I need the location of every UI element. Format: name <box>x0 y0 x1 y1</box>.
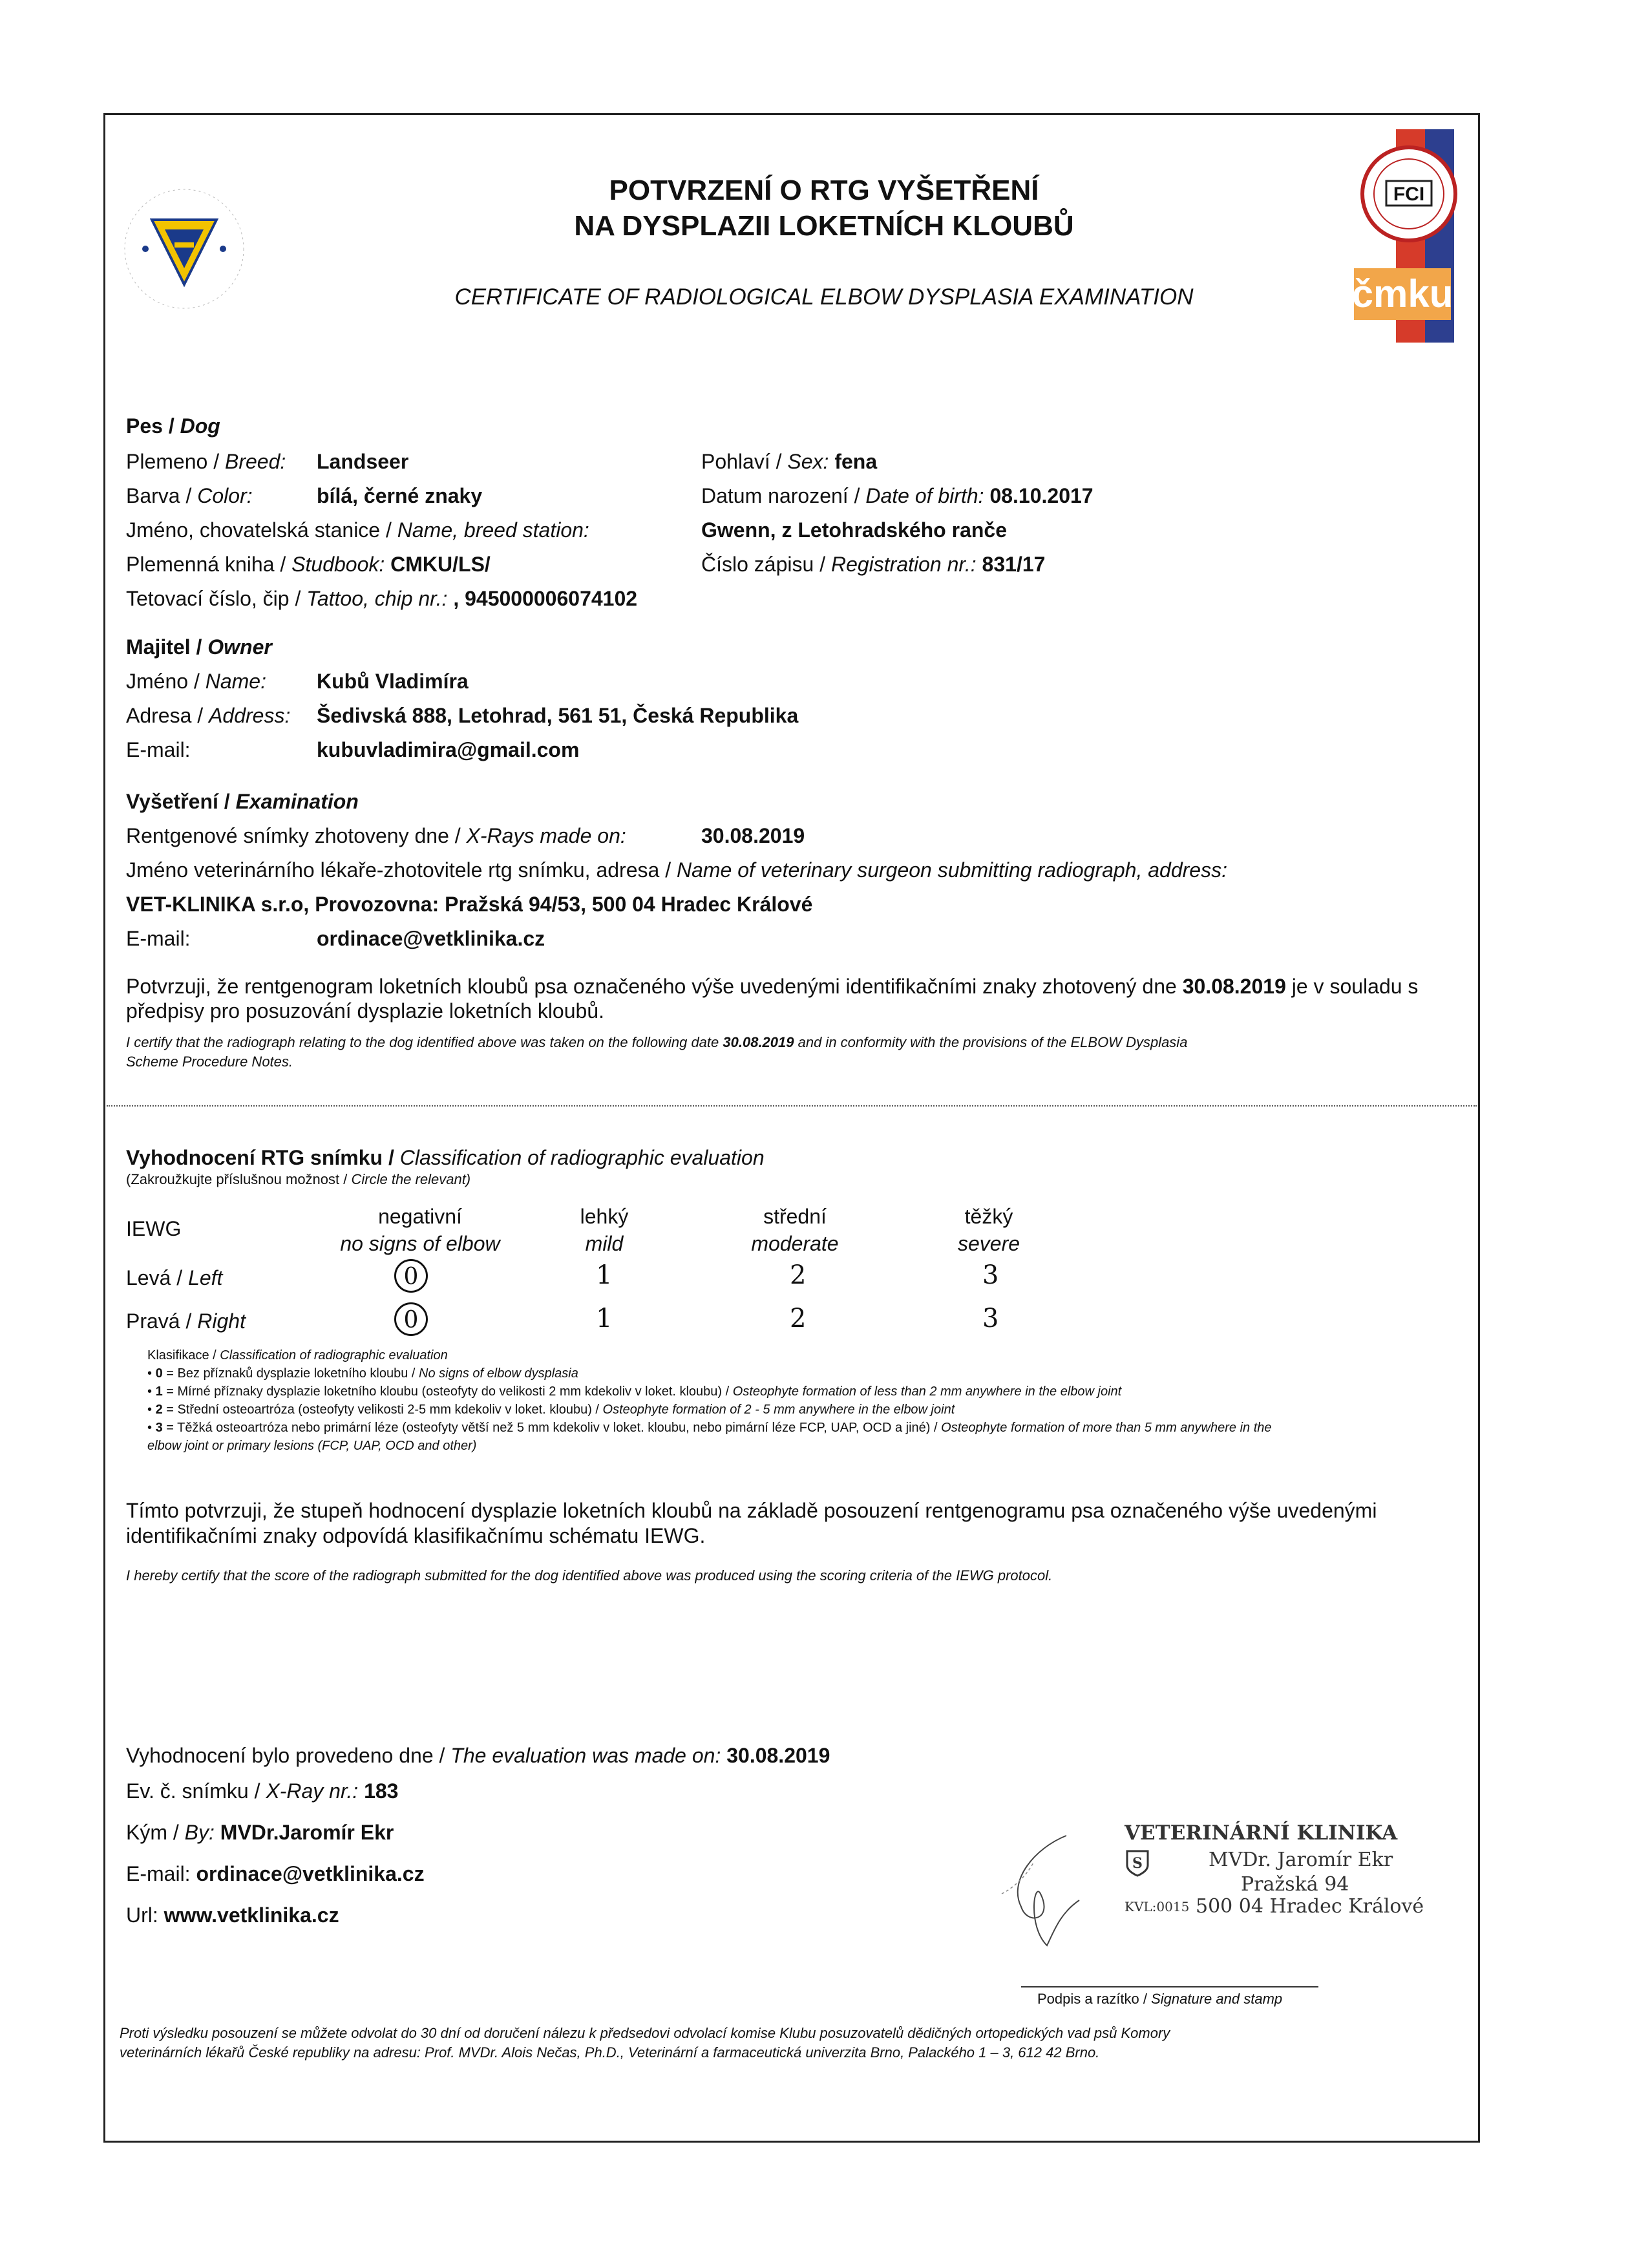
owner-name-label: Jméno / Name: <box>126 670 266 693</box>
evaluation-section-heading: Vyhodnocení RTG snímku / Classification of radiographic evaluation <box>126 1146 765 1169</box>
vet-value: VET-KLINIKA s.r.o, Provozovna: Pražská 94/53, 500 04 Hradec Králové <box>126 893 813 916</box>
legend-title: Klasifikace / Classification of radiographic evaluation <box>147 1348 448 1362</box>
vet-email-label: E-mail: <box>126 927 191 950</box>
color-value: bílá, černé znaky <box>317 484 483 507</box>
score-right-0-selected[interactable]: 0 <box>394 1302 428 1336</box>
scheme-label: IEWG <box>126 1217 182 1240</box>
certify-en: I hereby certify that the score of the radiograph submitted for the dog identified above was produced using the scoring criteria of the IEWG protocol. <box>126 1567 1053 1584</box>
confirm-cz-line-2: předpisy pro posuzování dysplazie loketních kloubů. <box>126 999 604 1023</box>
dob-value: 08.10.2017 <box>989 484 1093 507</box>
score-right-2[interactable]: 2 <box>790 1304 807 1333</box>
dog-name-label: Jméno, chovatelská stanice / Name, breed station: <box>126 518 589 542</box>
score-left-2[interactable]: 2 <box>790 1260 807 1290</box>
tattoo-label: Tetovací číslo, čip / Tattoo, chip nr.: , 945000006074102 <box>126 587 638 610</box>
score-left-3[interactable]: 3 <box>982 1260 999 1290</box>
xray-number-row: Ev. č. snímku / X-Ray nr.: 183 <box>126 1779 399 1803</box>
column-negative: negativní no signs of elbow <box>340 1205 500 1255</box>
appeal-line-1: Proti výsledku posouzení se můžete odvolat do 30 dní od doručení nálezu k předsedovi odvolací komise Klubu posuzovatelů dědičných ortopedických vad psů Komory <box>120 2025 1170 2041</box>
breed-value: Landseer <box>317 450 409 473</box>
evaluation-note: (Zakroužkujte příslušnou možnost / Circle the relevant) <box>126 1171 471 1187</box>
evaluator-value: MVDr.Jaromír Ekr <box>220 1821 394 1844</box>
title-line-2: NA DYSPLAZII LOKETNÍCH KLOUBŮ <box>574 210 1074 242</box>
examination-section-heading: Vyšetření / Examination <box>126 790 359 813</box>
signature-line <box>1021 1986 1318 1987</box>
legend-item-3: • 3 = Těžká osteoartróza nebo primární léze (osteofyty větší než 5 mm kdekoliv v loket. kloubu, nebo pimární léze FCP, UAP, OCD a jiné) / Osteophyte formation of more than 5 mm anywhere in the <box>147 1421 1272 1435</box>
certify-cz-line-1: Tímto potvrzuji, že stupeň hodnocení dysplazie loketních kloubů na základě posouzení rentgenogramu psa označeného výše uvedenými <box>126 1499 1377 1522</box>
section-divider <box>107 1105 1477 1107</box>
owner-address-label: Adresa / Address: <box>126 704 291 727</box>
color-label: Barva / Color: <box>126 484 253 507</box>
svg-text:S: S <box>1132 1855 1143 1872</box>
dog-section-heading: Pes / Dog <box>126 414 220 438</box>
row-left-label: Levá / Left <box>126 1266 223 1289</box>
registration-value: 831/17 <box>982 553 1046 576</box>
certify-cz-line-2: identifikačními znaky odpovídá klasifikačnímu schématu IEWG. <box>126 1524 706 1547</box>
studbook-label: Plemenná kniha / Studbook: CMKU/LS/ <box>126 553 491 576</box>
owner-section-heading: Majitel / Owner <box>126 635 272 659</box>
dob-row: Datum narození / Date of birth: 08.10.2017 <box>701 484 1093 507</box>
xray-date-label: Rentgenové snímky zhotoveny dne / X-Rays made on: <box>126 824 626 847</box>
confirm-cz-line-1: Potvrzuji, že rentgenogram loketních kloubů psa označeného výše uvedenými identifikačními znaky zhotovený dne 30.08.2019 je v souladu s <box>126 975 1419 998</box>
signature-icon <box>989 1823 1105 1952</box>
signature-label: Podpis a razítko / Signature and stamp <box>1037 1991 1283 2007</box>
evaluation-date-row: Vyhodnocení bylo provedeno dne / The evaluation was made on: 30.08.2019 <box>126 1744 830 1767</box>
stamp-code: KVL:0015 <box>1125 1899 1190 1914</box>
registration-row: Číslo zápisu / Registration nr.: 831/17 <box>701 553 1046 576</box>
evaluator-row: Kým / By: MVDr.Jaromír Ekr <box>126 1821 394 1844</box>
legend-item-0: • 0 = Bez příznaků dysplazie loketního kloubu / No signs of elbow dysplasia <box>147 1366 578 1381</box>
score-left-1[interactable]: 1 <box>596 1260 613 1290</box>
row-right-label: Pravá / Right <box>126 1309 246 1333</box>
xray-date-value: 30.08.2019 <box>701 824 805 847</box>
owner-email-label: E-mail: <box>126 738 191 761</box>
sex-row: Pohlaví / Sex: fena <box>701 450 878 473</box>
owner-address-value: Šedivská 888, Letohrad, 561 51, Česká Republika <box>317 704 799 727</box>
breed-label: Plemeno / Breed: <box>126 450 286 473</box>
legend-item-3-continued: elbow joint or primary lesions (FCP, UAP, OCD and other) <box>147 1439 477 1453</box>
column-mild: lehký mild <box>580 1205 629 1255</box>
stamp-line-3: Pražská 94 <box>1241 1873 1349 1896</box>
owner-name-value: Kubů Vladimíra <box>317 670 469 693</box>
score-right-3[interactable]: 3 <box>982 1304 999 1333</box>
stamp-line-4: 500 04 Hradec Králové <box>1196 1895 1424 1918</box>
legend-item-2: • 2 = Střední osteoartróza (osteofyty velikosti 2-5 mm kdekoliv v loket. kloubu) / Osteophyte formation of 2 - 5 mm anywhere in the elbow joint <box>147 1403 955 1417</box>
tattoo-value: , 945000006074102 <box>453 587 638 610</box>
evaluator-email-value: ordinace@vetklinika.cz <box>196 1862 425 1885</box>
title-line-1: POTVRZENÍ O RTG VYŠETŘENÍ <box>609 175 1039 206</box>
score-left-0-selected[interactable]: 0 <box>394 1259 428 1293</box>
evaluator-url-value: www.vetklinika.cz <box>164 1903 339 1927</box>
legend-item-1: • 1 = Mírné příznaky dysplazie loketního kloubu (osteofyty do velikosti 2 mm kdekoliv v loket. kloubu) / Osteophyte formation of less than 2 mm anywhere in the elbow joint <box>147 1384 1122 1399</box>
score-right-1[interactable]: 1 <box>596 1304 613 1333</box>
sex-value: fena <box>834 450 878 473</box>
subtitle: CERTIFICATE OF RADIOLOGICAL ELBOW DYSPLASIA EXAMINATION <box>454 284 1194 310</box>
stamp-emblem-icon <box>1125 1849 1150 1878</box>
owner-email-value: kubuvladimira@gmail.com <box>317 738 580 761</box>
column-severe: těžký severe <box>957 1205 1020 1255</box>
confirm-en-line-1: I certify that the radiograph relating to the dog identified above was taken on the following date 30.08.2019 and in conformity with the provisions of the ELBOW Dysplasia <box>126 1034 1188 1050</box>
appeal-line-2: veterinárních lékařů České republiky na adresu: Prof. MVDr. Alois Nečas, Ph.D., Veterinární a farmaceutická univerzita Brno, Palackého 1 – 3, 612 42 Brno. <box>120 2044 1100 2061</box>
vet-email-value: ordinace@vetklinika.cz <box>317 927 545 950</box>
vet-label: Jméno veterinárního lékaře-zhotovitele rtg snímku, adresa / Name of veterinary surgeon submitting radiograph, address: <box>126 858 1227 882</box>
stamp-line-2: MVDr. Jaromír Ekr <box>1209 1849 1393 1871</box>
xray-number-value: 183 <box>364 1779 399 1803</box>
studbook-value: CMKU/LS/ <box>390 553 491 576</box>
evaluator-email-row: E-mail: ordinace@vetklinika.cz <box>126 1862 425 1885</box>
evaluator-url-row: Url: www.vetklinika.cz <box>126 1903 339 1927</box>
dog-name-value: Gwenn, z Letohradského ranče <box>701 518 1007 542</box>
confirm-en-line-2: Scheme Procedure Notes. <box>126 1054 293 1070</box>
svg-text:FCI: FCI <box>1393 184 1425 205</box>
svg-text:čmku: čmku <box>1351 272 1453 315</box>
evaluation-date-value: 30.08.2019 <box>726 1744 830 1767</box>
column-moderate: střední moderate <box>751 1205 839 1255</box>
stamp-line-1: VETERINÁRNÍ KLINIKA <box>1125 1821 1398 1845</box>
